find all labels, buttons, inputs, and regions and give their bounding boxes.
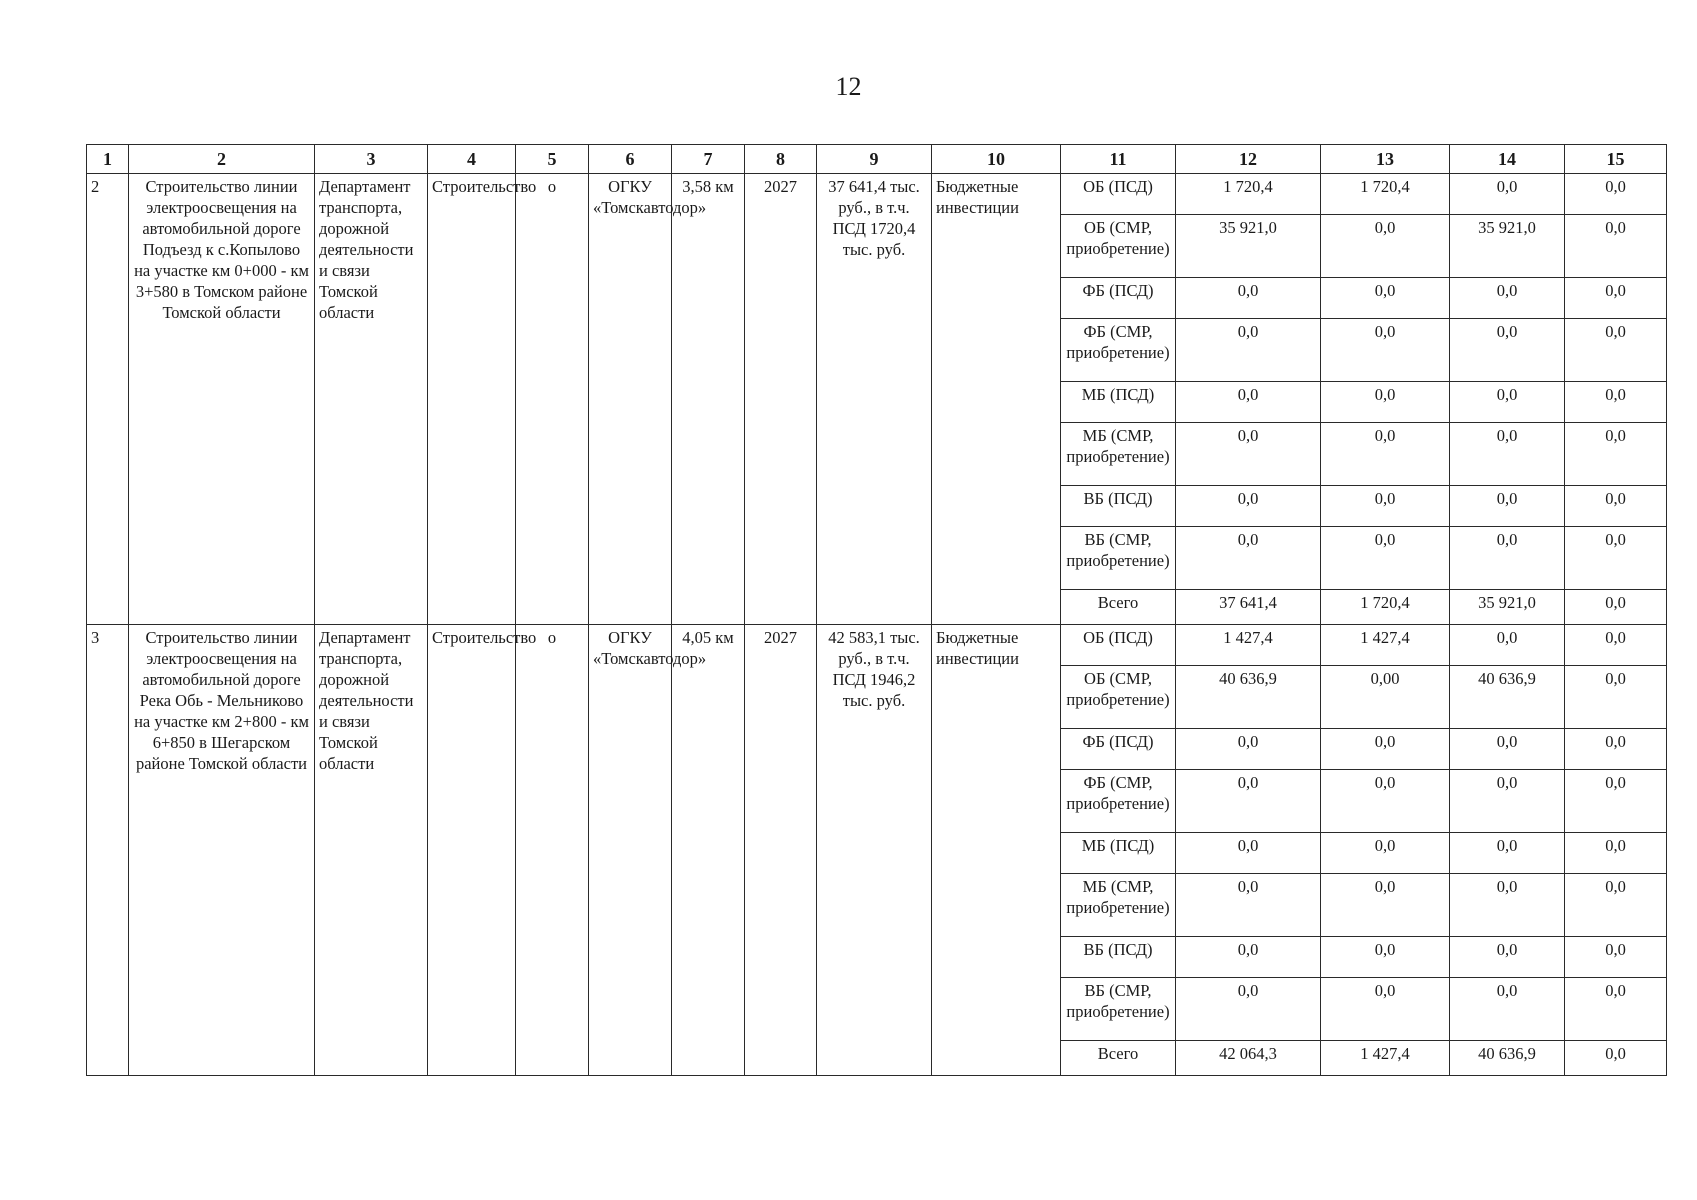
value-col15: 0,0 — [1565, 215, 1667, 278]
funding-source: ФБ (ПСД) — [1061, 729, 1176, 770]
value-col12: 0,0 — [1176, 423, 1321, 486]
value-col15: 0,0 — [1565, 590, 1667, 625]
value-col13: 1 720,4 — [1321, 174, 1450, 215]
value-col12: 0,0 — [1176, 527, 1321, 590]
project-year: 2027 — [745, 625, 817, 1076]
funding-source: МБ (СМР, приобретение) — [1061, 423, 1176, 486]
column-header: 9 — [817, 145, 932, 174]
project-number: 2 — [87, 174, 129, 625]
funding-source: ВБ (ПСД) — [1061, 486, 1176, 527]
funding-source-total: Всего — [1061, 1041, 1176, 1076]
value-col12: 35 921,0 — [1176, 215, 1321, 278]
value-col13: 0,0 — [1321, 770, 1450, 833]
column-header: 13 — [1321, 145, 1450, 174]
project-name: Строительство линии электроосвещения на автомобильной дороге Река Обь - Мельниково на участке км 2+800 - км 6+850 в Шегарском районе Томской области — [129, 625, 315, 1076]
value-col15: 0,0 — [1565, 423, 1667, 486]
funding-source: ВБ (СМР, приобретение) — [1061, 527, 1176, 590]
value-col12: 37 641,4 — [1176, 590, 1321, 625]
value-col15: 0,0 — [1565, 174, 1667, 215]
project-customer: ОГКУ «Томскавтодор» — [589, 174, 672, 625]
value-col14: 0,0 — [1450, 174, 1565, 215]
value-col13: 0,0 — [1321, 833, 1450, 874]
value-col12: 40 636,9 — [1176, 666, 1321, 729]
funding-source: МБ (ПСД) — [1061, 382, 1176, 423]
project-form: Бюджетные инвестиции — [932, 174, 1061, 625]
funding-source: ОБ (СМР, приобретение) — [1061, 666, 1176, 729]
value-col15: 0,0 — [1565, 278, 1667, 319]
column-header: 1 — [87, 145, 129, 174]
value-col13: 0,0 — [1321, 319, 1450, 382]
project-name: Строительство линии электроосвещения на автомобильной дороге Подъезд к с.Копылово на участке км 0+000 - км 3+580 в Томском районе Томской области — [129, 174, 315, 625]
value-col12: 0,0 — [1176, 833, 1321, 874]
value-col13: 0,0 — [1321, 937, 1450, 978]
value-col13: 1 427,4 — [1321, 625, 1450, 666]
project-customer: ОГКУ «Томскавтодор» — [589, 625, 672, 1076]
project-col5: о — [516, 174, 589, 625]
column-header: 14 — [1450, 145, 1565, 174]
value-col12: 0,0 — [1176, 874, 1321, 937]
value-col12: 0,0 — [1176, 278, 1321, 319]
value-col13: 0,0 — [1321, 527, 1450, 590]
value-col13: 0,0 — [1321, 382, 1450, 423]
value-col14: 0,0 — [1450, 937, 1565, 978]
project-type: Строительство — [428, 625, 516, 1076]
value-col13: 0,0 — [1321, 215, 1450, 278]
page-number: 12 — [835, 72, 862, 101]
value-col13: 0,0 — [1321, 978, 1450, 1041]
column-header: 15 — [1565, 145, 1667, 174]
value-col15: 0,0 — [1565, 978, 1667, 1041]
column-header: 4 — [428, 145, 516, 174]
header-row — [87, 145, 1667, 174]
funding-source: МБ (СМР, приобретение) — [1061, 874, 1176, 937]
value-col15: 0,0 — [1565, 729, 1667, 770]
value-col15: 0,0 — [1565, 527, 1667, 590]
value-col13: 0,0 — [1321, 423, 1450, 486]
project-col5: о — [516, 625, 589, 1076]
value-col14: 0,0 — [1450, 729, 1565, 770]
project-cost: 42 583,1 тыс. руб., в т.ч. ПСД 1946,2 тыс. руб. — [817, 625, 932, 1076]
funding-source: ФБ (ПСД) — [1061, 278, 1176, 319]
project-cost: 37 641,4 тыс. руб., в т.ч. ПСД 1720,4 тыс. руб. — [817, 174, 932, 625]
column-header: 8 — [745, 145, 817, 174]
value-col14: 0,0 — [1450, 423, 1565, 486]
value-col14: 0,0 — [1450, 770, 1565, 833]
project-form: Бюджетные инвестиции — [932, 625, 1061, 1076]
value-col14: 0,0 — [1450, 833, 1565, 874]
value-col12: 1 427,4 — [1176, 625, 1321, 666]
value-col12: 0,0 — [1176, 486, 1321, 527]
value-col12: 0,0 — [1176, 319, 1321, 382]
column-header: 6 — [589, 145, 672, 174]
value-col13: 0,0 — [1321, 278, 1450, 319]
funding-source: ОБ (СМР, приобретение) — [1061, 215, 1176, 278]
value-col12: 1 720,4 — [1176, 174, 1321, 215]
value-col12: 0,0 — [1176, 978, 1321, 1041]
value-col14: 40 636,9 — [1450, 666, 1565, 729]
value-col14: 35 921,0 — [1450, 215, 1565, 278]
value-col15: 0,0 — [1565, 666, 1667, 729]
project-year: 2027 — [745, 174, 817, 625]
value-col14: 0,0 — [1450, 874, 1565, 937]
value-col13: 0,0 — [1321, 874, 1450, 937]
value-col14: 0,0 — [1450, 625, 1565, 666]
value-col14: 0,0 — [1450, 278, 1565, 319]
column-header: 7 — [672, 145, 745, 174]
value-col15: 0,0 — [1565, 382, 1667, 423]
value-col15: 0,0 — [1565, 319, 1667, 382]
value-col15: 0,0 — [1565, 833, 1667, 874]
value-col13: 0,0 — [1321, 486, 1450, 527]
value-col14: 0,0 — [1450, 527, 1565, 590]
value-col15: 0,0 — [1565, 770, 1667, 833]
value-col14: 40 636,9 — [1450, 1041, 1565, 1076]
value-col12: 0,0 — [1176, 729, 1321, 770]
investment-table — [86, 144, 1667, 1076]
value-col14: 0,0 — [1450, 382, 1565, 423]
value-col14: 35 921,0 — [1450, 590, 1565, 625]
column-header: 10 — [932, 145, 1061, 174]
funding-source-total: Всего — [1061, 590, 1176, 625]
value-col15: 0,0 — [1565, 874, 1667, 937]
column-header: 2 — [129, 145, 315, 174]
value-col15: 0,0 — [1565, 625, 1667, 666]
value-col15: 0,0 — [1565, 1041, 1667, 1076]
value-col12: 0,0 — [1176, 937, 1321, 978]
value-col12: 42 064,3 — [1176, 1041, 1321, 1076]
table-row — [87, 625, 1667, 666]
value-col13: 1 720,4 — [1321, 590, 1450, 625]
funding-source: ОБ (ПСД) — [1061, 625, 1176, 666]
funding-source: МБ (ПСД) — [1061, 833, 1176, 874]
funding-source: ФБ (СМР, приобретение) — [1061, 319, 1176, 382]
column-header: 3 — [315, 145, 428, 174]
funding-source: ВБ (ПСД) — [1061, 937, 1176, 978]
table-row — [87, 174, 1667, 215]
value-col15: 0,0 — [1565, 486, 1667, 527]
value-col14: 0,0 — [1450, 319, 1565, 382]
value-col14: 0,0 — [1450, 486, 1565, 527]
project-type: Строительство — [428, 174, 516, 625]
column-header: 11 — [1061, 145, 1176, 174]
value-col12: 0,0 — [1176, 770, 1321, 833]
value-col13: 1 427,4 — [1321, 1041, 1450, 1076]
funding-source: ОБ (ПСД) — [1061, 174, 1176, 215]
value-col12: 0,0 — [1176, 382, 1321, 423]
column-header: 5 — [516, 145, 589, 174]
value-col13: 0,0 — [1321, 729, 1450, 770]
value-col15: 0,0 — [1565, 937, 1667, 978]
project-capacity: 3,58 км — [672, 174, 745, 625]
funding-source: ФБ (СМР, приобретение) — [1061, 770, 1176, 833]
value-col13: 0,00 — [1321, 666, 1450, 729]
value-col14: 0,0 — [1450, 978, 1565, 1041]
funding-source: ВБ (СМР, приобретение) — [1061, 978, 1176, 1041]
project-responsible: Департамент транспорта, дорожной деятельности и связи Томской области — [315, 174, 428, 625]
project-capacity: 4,05 км — [672, 625, 745, 1076]
project-responsible: Департамент транспорта, дорожной деятельности и связи Томской области — [315, 625, 428, 1076]
column-header: 12 — [1176, 145, 1321, 174]
project-number: 3 — [87, 625, 129, 1076]
